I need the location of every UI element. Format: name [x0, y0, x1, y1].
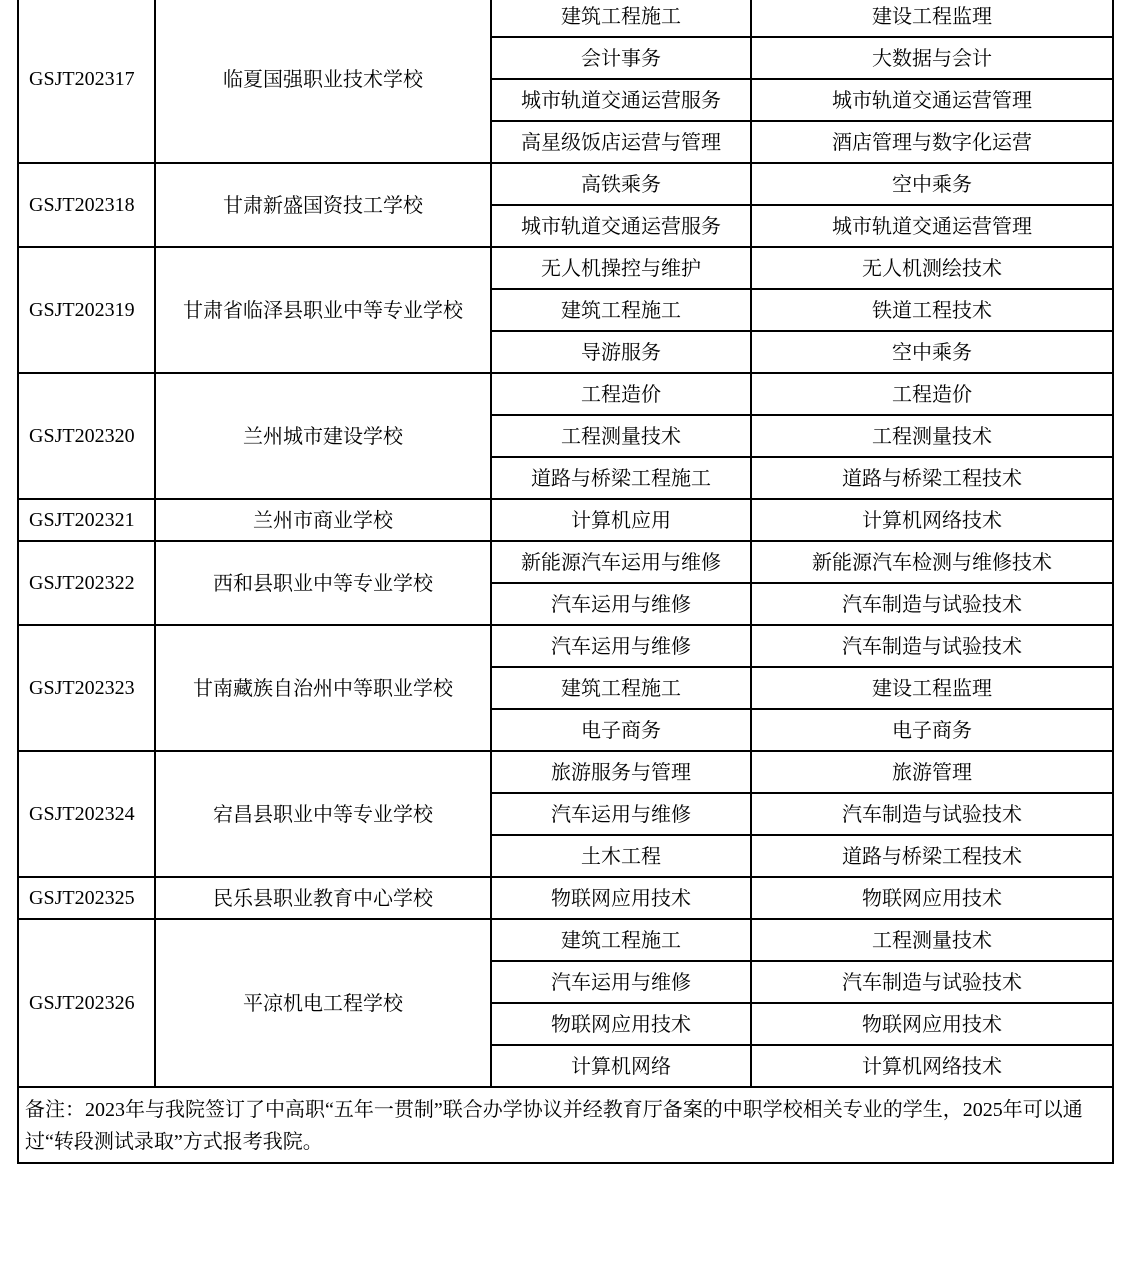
school-code-cell: GSJT202325 [18, 877, 155, 919]
higher-major-cell: 物联网应用技术 [751, 1003, 1113, 1045]
school-code-cell: GSJT202324 [18, 751, 155, 877]
school-name-cell: 甘肃新盛国资技工学校 [155, 163, 491, 247]
school-code-cell: GSJT202317 [18, 0, 155, 163]
secondary-major-cell: 城市轨道交通运营服务 [491, 205, 751, 247]
higher-major-cell: 道路与桥梁工程技术 [751, 457, 1113, 499]
secondary-major-cell: 土木工程 [491, 835, 751, 877]
table-row [18, 373, 1113, 415]
higher-major-cell: 空中乘务 [751, 163, 1113, 205]
school-name-cell: 宕昌县职业中等专业学校 [155, 751, 491, 877]
table-row [18, 625, 1113, 667]
higher-major-cell: 空中乘务 [751, 331, 1113, 373]
higher-major-cell: 大数据与会计 [751, 37, 1113, 79]
secondary-major-cell: 城市轨道交通运营服务 [491, 79, 751, 121]
school-code-cell: GSJT202326 [18, 919, 155, 1087]
higher-major-cell: 计算机网络技术 [751, 1045, 1113, 1087]
higher-major-cell: 计算机网络技术 [751, 499, 1113, 541]
school-code-cell: GSJT202321 [18, 499, 155, 541]
secondary-major-cell: 汽车运用与维修 [491, 961, 751, 1003]
secondary-major-cell: 旅游服务与管理 [491, 751, 751, 793]
higher-major-cell: 汽车制造与试验技术 [751, 793, 1113, 835]
table-body [18, 0, 1113, 1163]
secondary-major-cell: 电子商务 [491, 709, 751, 751]
secondary-major-cell: 导游服务 [491, 331, 751, 373]
higher-major-cell: 道路与桥梁工程技术 [751, 835, 1113, 877]
table-row [18, 0, 1113, 37]
higher-major-cell: 工程造价 [751, 373, 1113, 415]
table-row [18, 541, 1113, 583]
secondary-major-cell: 新能源汽车运用与维修 [491, 541, 751, 583]
table-row [18, 751, 1113, 793]
secondary-major-cell: 汽车运用与维修 [491, 583, 751, 625]
table-row [18, 247, 1113, 289]
higher-major-cell: 物联网应用技术 [751, 877, 1113, 919]
school-name-cell: 甘南藏族自治州中等职业学校 [155, 625, 491, 751]
note-row [18, 1087, 1113, 1163]
secondary-major-cell: 建筑工程施工 [491, 667, 751, 709]
school-name-cell: 甘肃省临泽县职业中等专业学校 [155, 247, 491, 373]
table-row [18, 919, 1113, 961]
secondary-major-cell: 建筑工程施工 [491, 289, 751, 331]
higher-major-cell: 建设工程监理 [751, 667, 1113, 709]
secondary-major-cell: 计算机网络 [491, 1045, 751, 1087]
higher-major-cell: 工程测量技术 [751, 919, 1113, 961]
school-code-cell: GSJT202320 [18, 373, 155, 499]
school-code-cell: GSJT202323 [18, 625, 155, 751]
higher-major-cell: 旅游管理 [751, 751, 1113, 793]
school-code-cell: GSJT202322 [18, 541, 155, 625]
secondary-major-cell: 会计事务 [491, 37, 751, 79]
secondary-major-cell: 计算机应用 [491, 499, 751, 541]
secondary-major-cell: 工程测量技术 [491, 415, 751, 457]
secondary-major-cell: 汽车运用与维修 [491, 625, 751, 667]
higher-major-cell: 无人机测绘技术 [751, 247, 1113, 289]
higher-major-cell: 新能源汽车检测与维修技术 [751, 541, 1113, 583]
secondary-major-cell: 工程造价 [491, 373, 751, 415]
higher-major-cell: 铁道工程技术 [751, 289, 1113, 331]
secondary-major-cell: 建筑工程施工 [491, 919, 751, 961]
higher-major-cell: 汽车制造与试验技术 [751, 625, 1113, 667]
higher-major-cell: 汽车制造与试验技术 [751, 961, 1113, 1003]
school-name-cell: 民乐县职业教育中心学校 [155, 877, 491, 919]
school-code-cell: GSJT202318 [18, 163, 155, 247]
secondary-major-cell: 汽车运用与维修 [491, 793, 751, 835]
table-row [18, 499, 1113, 541]
table-row [18, 163, 1113, 205]
school-name-cell: 兰州市商业学校 [155, 499, 491, 541]
school-name-cell: 兰州城市建设学校 [155, 373, 491, 499]
higher-major-cell: 工程测量技术 [751, 415, 1113, 457]
secondary-major-cell: 建筑工程施工 [491, 0, 751, 37]
higher-major-cell: 建设工程监理 [751, 0, 1113, 37]
secondary-major-cell: 物联网应用技术 [491, 1003, 751, 1045]
higher-major-cell: 城市轨道交通运营管理 [751, 205, 1113, 247]
higher-major-cell: 汽车制造与试验技术 [751, 583, 1113, 625]
school-major-table [17, 0, 1114, 1164]
school-code-cell: GSJT202319 [18, 247, 155, 373]
secondary-major-cell: 高铁乘务 [491, 163, 751, 205]
secondary-major-cell: 无人机操控与维护 [491, 247, 751, 289]
school-name-cell: 平凉机电工程学校 [155, 919, 491, 1087]
table-row [18, 877, 1113, 919]
secondary-major-cell: 物联网应用技术 [491, 877, 751, 919]
secondary-major-cell: 道路与桥梁工程施工 [491, 457, 751, 499]
school-name-cell: 西和县职业中等专业学校 [155, 541, 491, 625]
table-note: 备注：2023年与我院签订了中高职“五年一贯制”联合办学协议并经教育厅备案的中职学校相关专业的学生，2025年可以通过“转段测试录取”方式报考我院。 [18, 1087, 1113, 1163]
higher-major-cell: 酒店管理与数字化运营 [751, 121, 1113, 163]
school-name-cell: 临夏国强职业技术学校 [155, 0, 491, 163]
secondary-major-cell: 高星级饭店运营与管理 [491, 121, 751, 163]
higher-major-cell: 城市轨道交通运营管理 [751, 79, 1113, 121]
higher-major-cell: 电子商务 [751, 709, 1113, 751]
